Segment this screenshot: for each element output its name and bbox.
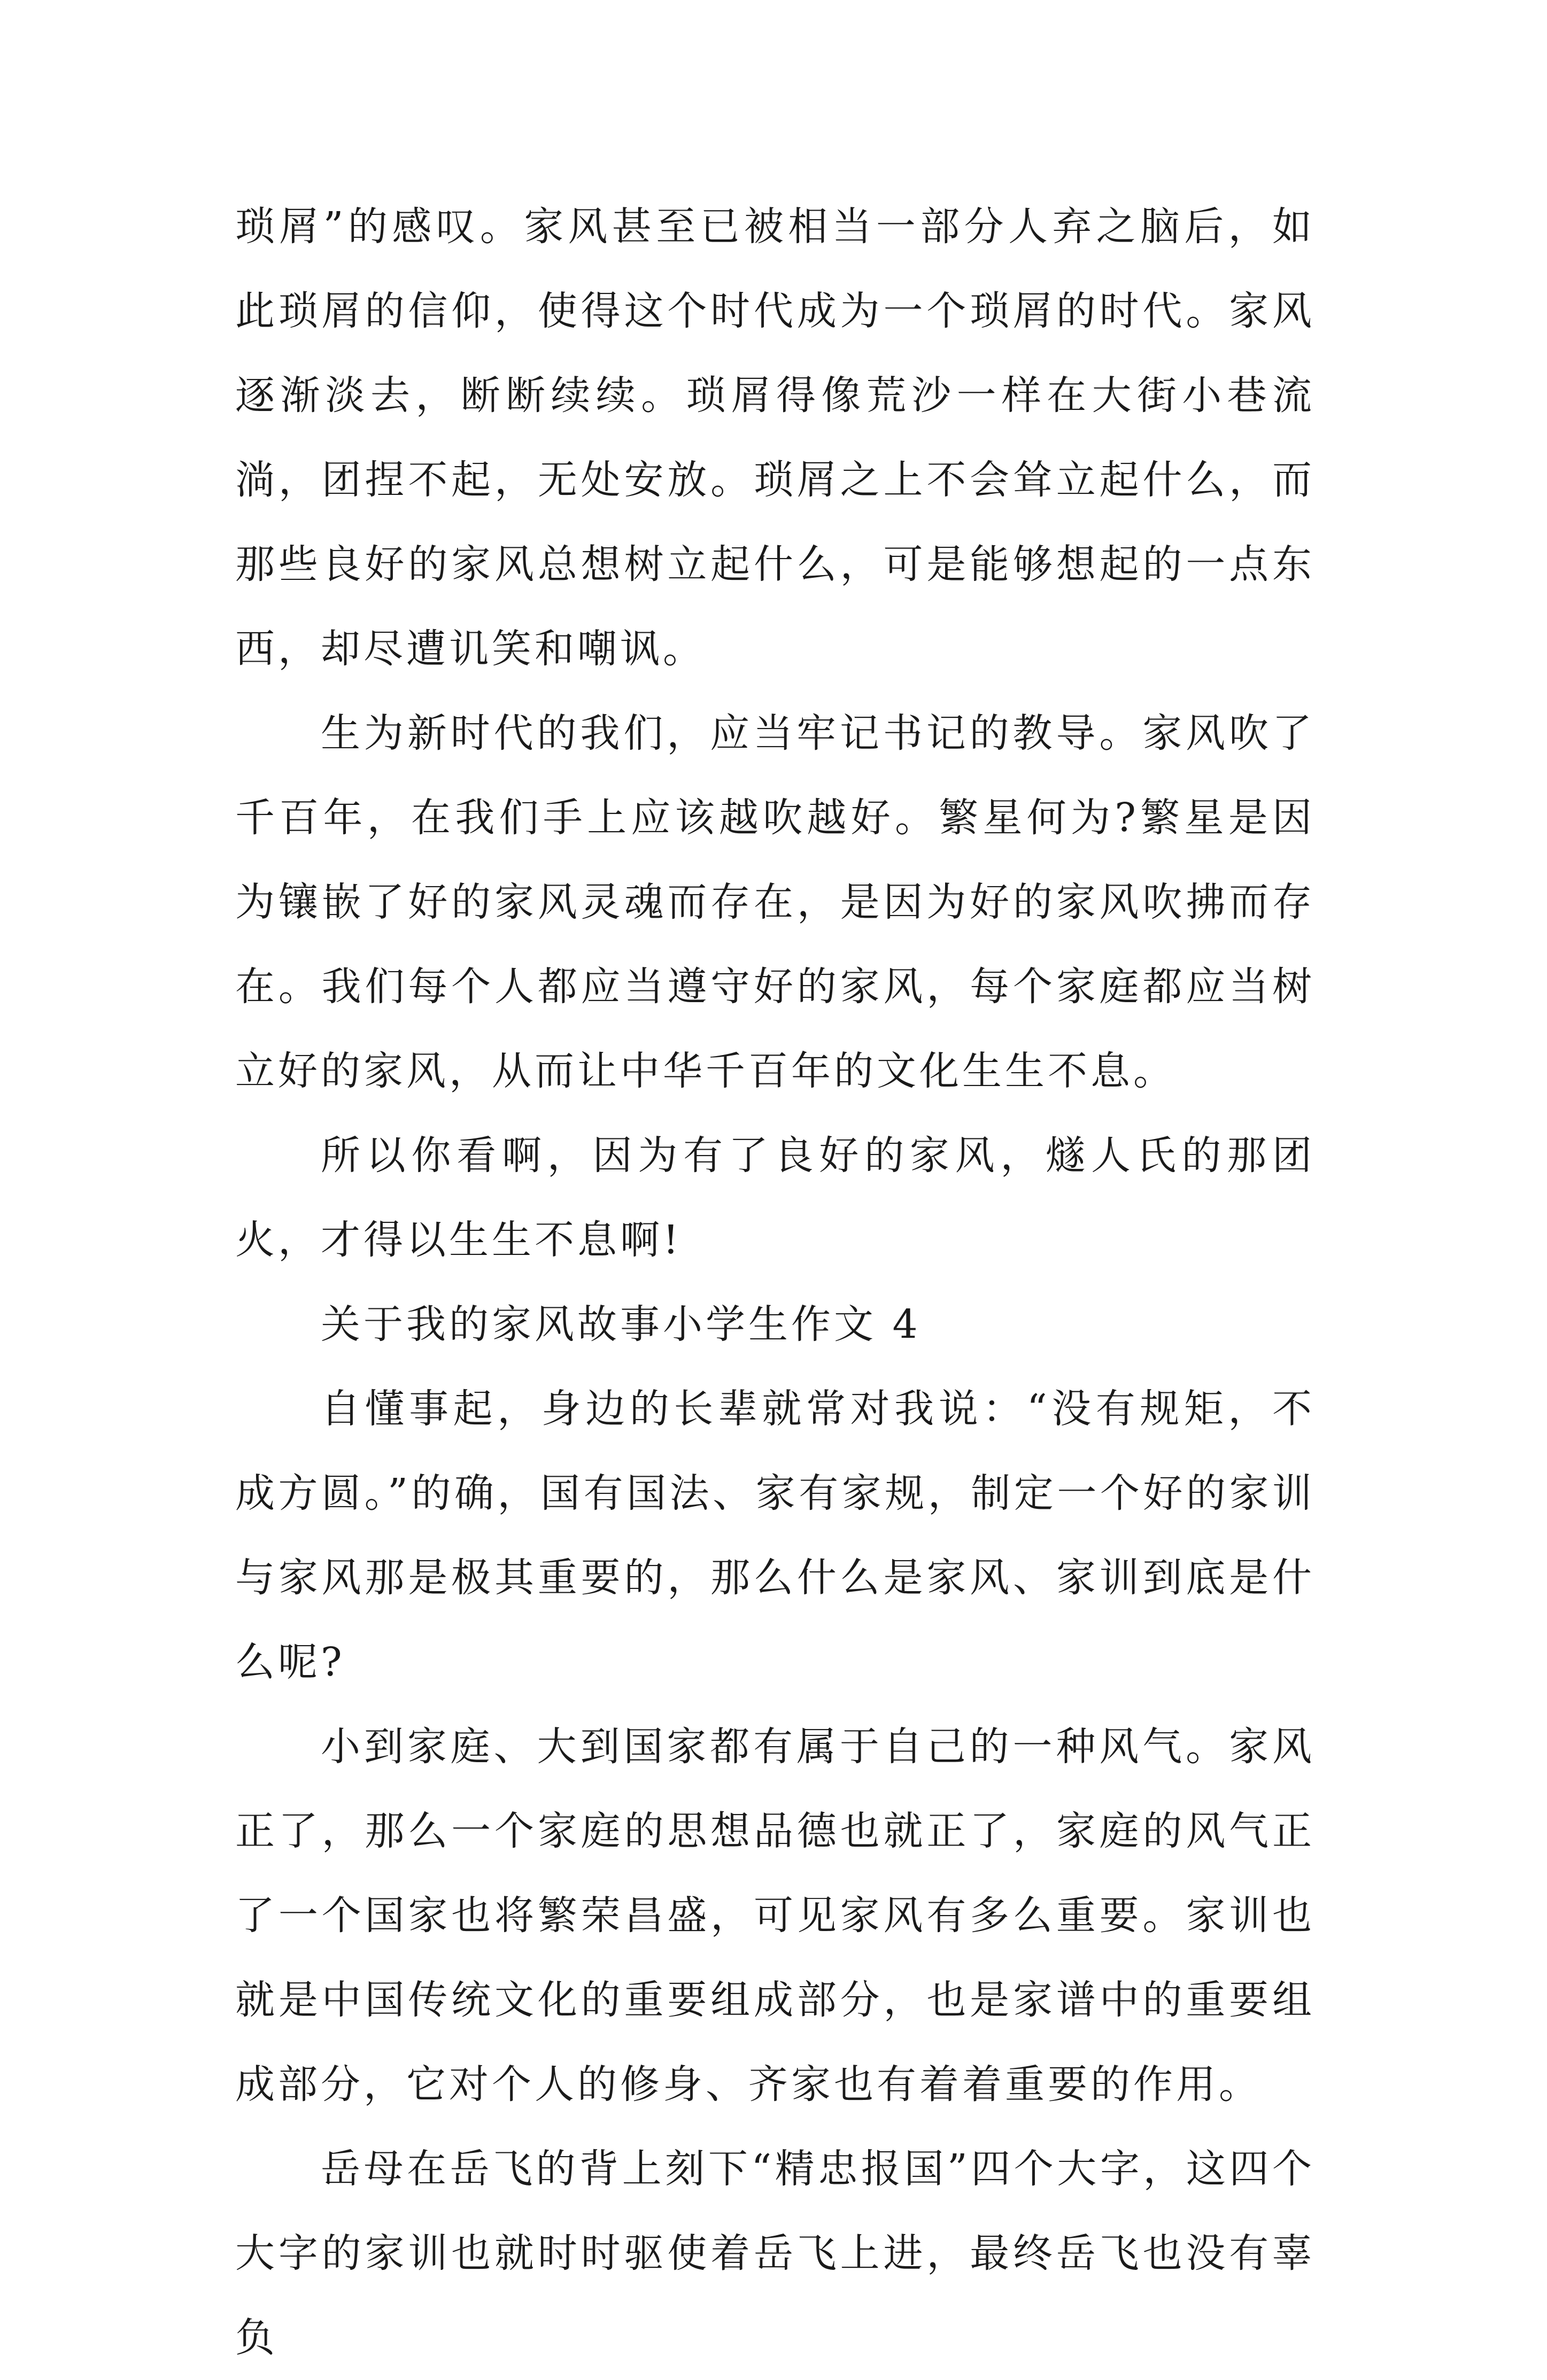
paragraph: 小到家庭、大到国家都有属于自己的一种风气。家风正了，那么一个家庭的思想品德也就正了，家庭的风气正了一个国家也将繁荣昌盛，可见家风有多么重要。家训也就是中国传统文化的重要组成部分，也是家谱中的重要组成部分，它对个人的修身、齐家也有着着重要的作用。: [235, 1724, 1315, 2107]
paragraph: 琐屑”的感叹。家风甚至已被相当一部分人弃之脑后，如此琐屑的信仰，使得这个时代成为一个琐屑的时代。家风逐渐淡去，断断续续。琐屑得像荒沙一样在大街小巷流淌，团捏不起，无处安放。琐屑之上不会耸立起什么，而那些良好的家风总想树立起什么，可是能够想起的一点东西，却尽遭讥笑和嘲讽。: [235, 204, 1315, 672]
section-title: 关于我的家风故事小学生作文 4: [321, 1301, 921, 1347]
paragraph: 生为新时代的我们，应当牢记书记的教导。家风吹了千百年，在我们手上应该越吹越好。繁星何为?繁星是因为镶嵌了好的家风灵魂而存在，是因为好的家风吹拂而存在。我们每个人都应当遵守好的家风，每个家庭都应当树立好的家风，从而让中华千百年的文化生生不息。: [235, 710, 1315, 1094]
paragraph: 岳母在岳飞的背上刻下“精忠报国”四个大字，这四个大字的家训也就时时驱使着岳飞上进，最终岳飞也没有辜负: [235, 2146, 1315, 2361]
paragraph: 所以你看啊，因为有了良好的家风，燧人氏的那团火，才得以生生不息啊!: [235, 1133, 1315, 1263]
document-body: [235, 184, 1315, 2380]
paragraph: 自懂事起，身边的长辈就常对我说：“没有规矩，不成方圆。”的确，国有国法、家有家规，制定一个好的家训与家风那是极其重要的，那么什么是家风、家训到底是什么呢?: [235, 1386, 1315, 1685]
